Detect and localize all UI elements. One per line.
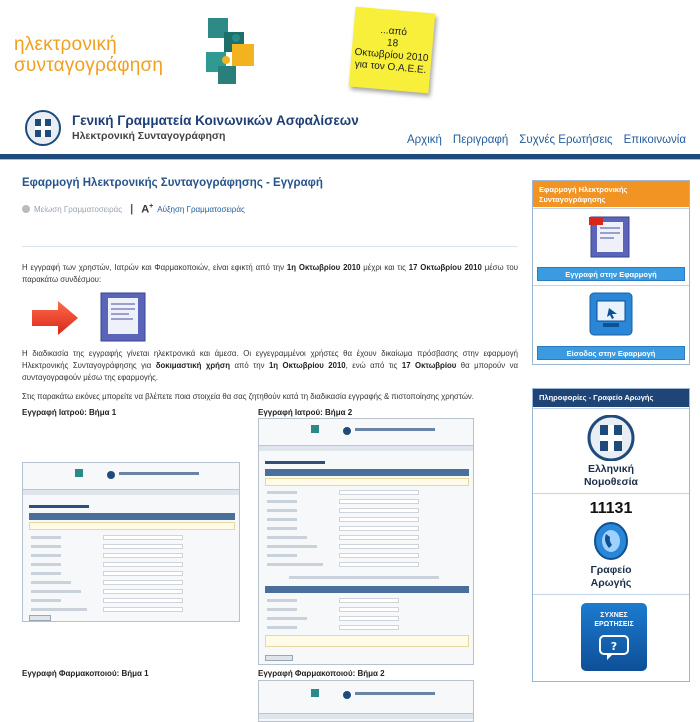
process-text: από την — [230, 361, 269, 370]
header-divider-thin — [0, 159, 700, 160]
thumb-button — [29, 615, 51, 621]
process-date-end: 17 Οκτωβρίου — [401, 361, 457, 370]
thumb-row — [31, 554, 61, 557]
nav-description-link[interactable]: Περιγραφή — [452, 134, 509, 146]
doctor-step2-screenshot[interactable] — [258, 418, 474, 665]
thumb-emblem-icon — [343, 427, 351, 435]
thumb-field — [339, 553, 419, 558]
thumb-field — [103, 571, 183, 576]
thumb-field — [339, 616, 399, 621]
thumb-field — [339, 517, 419, 522]
thumb-field — [339, 562, 419, 567]
thumb-puzzle-icon — [75, 469, 83, 477]
trial-use-text: δοκιμαστική χρήση — [155, 361, 231, 370]
intro-text: μέσω του παρακάτω συνδέσμου: — [22, 263, 519, 284]
intro-date-end: 17 Οκτωβρίου 2010 — [408, 263, 482, 272]
thumb-section-header — [265, 469, 469, 476]
thumb-row — [31, 599, 61, 602]
thumb-field — [103, 607, 183, 612]
thumb-row — [267, 617, 307, 620]
thumb-title — [29, 505, 89, 508]
thumb-org-title — [355, 692, 435, 695]
thumb-field — [103, 553, 183, 558]
register-button[interactable]: Εγγραφή στην Εφαρμογή — [537, 267, 685, 281]
puzzle-logo-icon — [196, 18, 258, 88]
thumb-row — [31, 545, 61, 548]
thumb-field — [103, 589, 183, 594]
org-title: Γενική Γραμματεία Κοινωνικών Ασφαλίσεων — [72, 113, 359, 128]
thumb-row — [31, 563, 61, 566]
thumb-row — [31, 608, 87, 611]
thumb-field — [339, 499, 419, 504]
doctor-step1-screenshot[interactable] — [22, 462, 240, 622]
content-divider — [22, 246, 518, 247]
nav-faq-link[interactable]: Συχνές Ερωτήσεις — [519, 134, 613, 146]
doctor-step2-label: Εγγραφή Ιατρού: Βήμα 2 — [258, 408, 353, 417]
thumb-section-header — [29, 513, 235, 520]
sticky-note-banner — [349, 7, 436, 94]
font-controls-separator: | — [130, 203, 134, 216]
thumb-row — [267, 626, 297, 629]
screenshots-paragraph: Στις παρακάτω εικόνες μπορείτε να βλέπετε ποια στοιχεία θα σας ζητηθούν κατά τη διαδικασία εγγραφής & πιστοποίησης χρηστών. — [22, 392, 474, 401]
hotline-number: 11131 — [589, 500, 633, 517]
thumb-org-title — [119, 472, 199, 475]
font-increase-icon[interactable]: A+ — [141, 203, 154, 216]
font-increase-link[interactable]: Αύξηση Γραμματοσειράς — [157, 204, 245, 214]
top-navigation — [407, 134, 686, 146]
pharmacist-step1-label: Εγγραφή Φαρμακοποιού: Βήμα 1 — [22, 669, 149, 678]
thumb-emblem-icon — [107, 471, 115, 479]
org-subtitle: Ηλεκτρονική Συνταγογράφηση — [72, 130, 226, 142]
thumb-row — [267, 518, 297, 521]
thumb-field — [339, 526, 419, 531]
sticky-note-text: ...από 18 Οκτωβρίου 2010 για τον Ο.Α.Ε.Ε. — [354, 24, 429, 77]
pharmacist-step2-screenshot[interactable] — [258, 680, 474, 722]
thumb-field — [103, 544, 183, 549]
info-sidebar-header: Πληροφορίες - Γραφείο Αρωγής — [533, 389, 689, 407]
process-paragraph — [22, 348, 518, 384]
thumb-row — [267, 599, 297, 602]
logo-line-1: ηλεκτρονική — [14, 34, 117, 55]
svg-text:?: ? — [610, 640, 618, 653]
thumb-field — [339, 508, 419, 513]
pharmacist-step2-label: Εγγραφή Φαρμακοποιού: Βήμα 2 — [258, 669, 385, 678]
thumb-row — [267, 545, 317, 548]
thumb-row — [267, 563, 323, 566]
greek-emblem-icon — [24, 110, 62, 146]
thumb-row — [267, 509, 297, 512]
thumb-nav — [23, 489, 239, 495]
intro-date-start: 1η Οκτωβρίου 2010 — [286, 263, 361, 272]
thumb-row — [31, 590, 81, 593]
nav-home-link[interactable]: Αρχική — [406, 134, 442, 146]
thumb-nav — [259, 713, 473, 719]
thumb-field — [103, 580, 183, 585]
app-sidebar-header: Εφαρμογή Ηλεκτρονικής Συνταγογράφησης — [533, 181, 689, 207]
site-logo-text[interactable] — [14, 34, 163, 76]
info-sidebar-box — [532, 388, 690, 682]
thumb-org-title — [355, 428, 435, 431]
thumb-row — [267, 536, 307, 539]
thumb-row — [267, 608, 297, 611]
thumb-field — [339, 607, 399, 612]
thumb-field — [339, 490, 419, 495]
login-button[interactable]: Είσοδος στην Εφαρμογή — [537, 346, 685, 360]
thumb-field — [339, 625, 399, 630]
login-tile[interactable] — [533, 285, 689, 365]
thumb-field — [339, 598, 399, 603]
faq-label: ΣΥΧΝΕΣ ΕΡΩΤΗΣΕΙΣ — [594, 612, 634, 628]
thumb-emblem-icon — [343, 691, 351, 699]
faq-tile[interactable] — [533, 594, 689, 682]
thumb-row — [31, 536, 61, 539]
thumb-button — [265, 655, 293, 661]
intro-paragraph — [22, 262, 518, 286]
thumb-puzzle-icon — [311, 425, 319, 433]
helpdesk-tile[interactable] — [533, 493, 689, 593]
legislation-label: Ελληνική Νομοθεσία — [583, 463, 639, 488]
arrow-right-icon — [32, 301, 78, 335]
app-sidebar-box — [532, 180, 690, 365]
process-text: θα μπορούν να συνταγογραφούν μέσω της εφαρμογής. — [22, 361, 519, 382]
legislation-tile[interactable] — [533, 408, 689, 492]
thumb-row — [267, 491, 297, 494]
thumb-field — [103, 535, 183, 540]
thumb-note — [265, 478, 469, 486]
thumb-field — [339, 544, 419, 549]
registration-document-icon[interactable] — [99, 291, 147, 343]
thumb-field — [103, 562, 183, 567]
process-text: Η διαδικασία της εγγραφής γίνεται ηλεκτρονικά και άμεσα. Οι εγγεγραμμένοι χρήστες θα έχουν δικαίωμα πρόσβασης στην εφαρμογή Ηλεκτρονικής Συνταγογράφησης για — [22, 349, 518, 370]
register-document-icon — [587, 215, 635, 259]
register-tile[interactable] — [533, 208, 689, 284]
helpdesk-label: Γραφείο Αρωγής — [590, 564, 632, 589]
thumb-title — [265, 461, 325, 464]
logo-line-2: συνταγογράφηση — [14, 55, 164, 76]
thumb-note — [265, 635, 469, 647]
thumb-note — [29, 522, 235, 530]
greek-emblem-icon — [587, 415, 635, 461]
thumb-row — [267, 527, 297, 530]
page-title: Εφαρμογή Ηλεκτρονικής Συνταγογράφησης - Εγγραφή — [22, 177, 323, 189]
thumb-puzzle-icon — [311, 689, 319, 697]
thumb-row — [267, 500, 297, 503]
speech-bubble-icon — [599, 635, 629, 661]
font-decrease-icon[interactable] — [22, 205, 30, 213]
font-decrease-link[interactable]: Μείωση Γραμματοσειράς — [34, 204, 123, 214]
thumb-row — [289, 576, 439, 579]
process-text: , ενώ από τις — [345, 361, 402, 370]
intro-text: μέχρι και τις — [360, 263, 409, 272]
thumb-field — [103, 598, 183, 603]
intro-text: Η εγγραφή των χρηστών, Ιατρών και Φαρμακοποιών, είναι εφικτή από την — [22, 263, 287, 272]
doctor-step1-label: Εγγραφή Ιατρού: Βήμα 1 — [22, 408, 117, 417]
thumb-row — [31, 572, 61, 575]
faq-icon[interactable] — [581, 603, 647, 671]
thumb-row — [31, 581, 71, 584]
thumb-nav — [259, 445, 473, 451]
font-size-controls — [22, 203, 245, 216]
thumb-row — [267, 554, 297, 557]
nav-contact-link[interactable]: Επικοινωνία — [623, 134, 686, 146]
process-date-start: 1η Οκτωβρίου 2010 — [268, 361, 346, 370]
phone-icon — [593, 522, 629, 560]
thumb-field — [339, 535, 419, 540]
thumb-section-header — [265, 586, 469, 593]
login-monitor-icon — [589, 292, 633, 336]
